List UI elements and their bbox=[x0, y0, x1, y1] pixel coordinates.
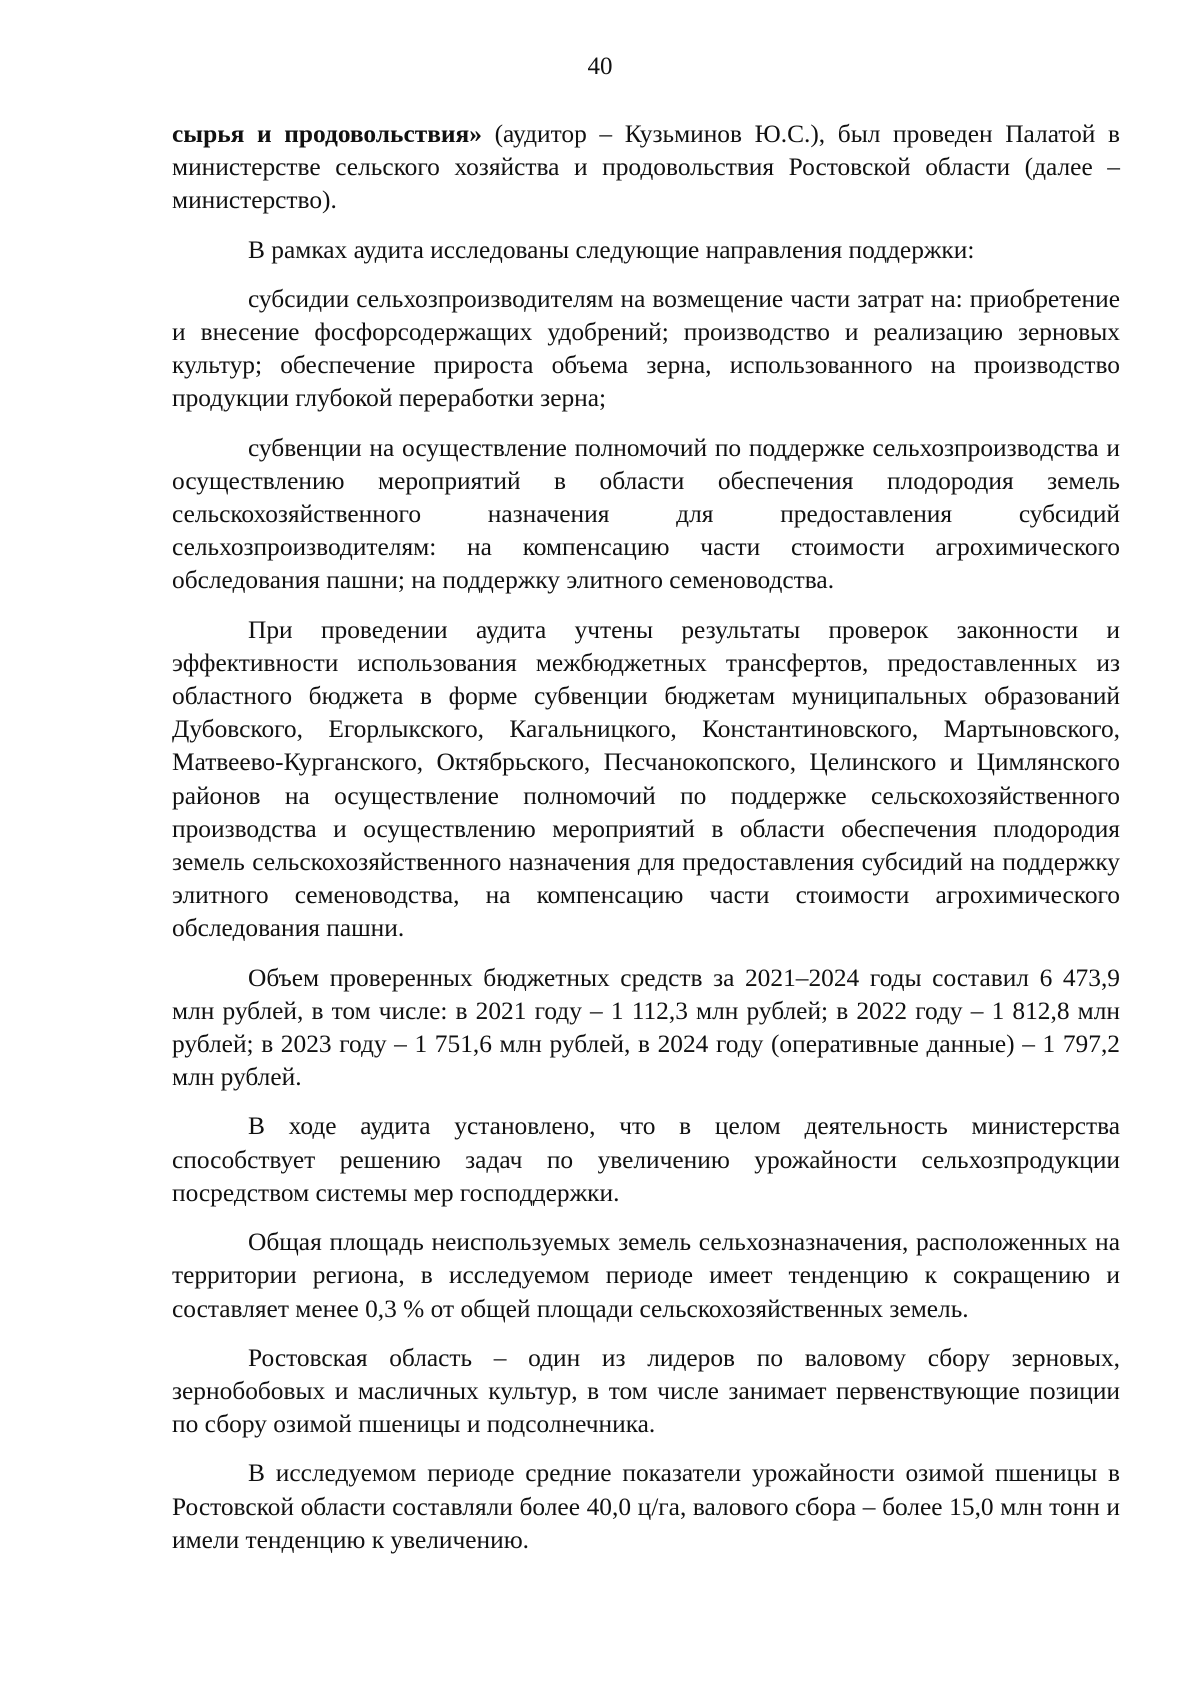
paragraph-1-text: (аудитор – Кузьминов Ю.С.), был проведен Палатой в министерстве сельского хозяйства и продовольствия Ростовской области (далее – министерство). bbox=[172, 120, 1120, 215]
paragraph-1-bold-lead: сырья и продовольствия» bbox=[172, 120, 482, 148]
paragraph-4: субвенции на осуществление полномочий по поддержке сельхозпроизводства и осуществлению мероприятий в области обеспечения плодородия земель сельскохозяйственного назначения для предоставления субсидий сельхозпроизводителям: на компенсацию части стоимости агрохимического обследования пашни; на поддержку элитного семеноводства. bbox=[172, 433, 1120, 595]
paragraph-6: Объем проверенных бюджетных средств за 2021–2024 годы составил 6 473,9 млн рублей, в том числе: в 2021 году – 1 112,3 млн рублей; в 2022 году – 1 812,8 млн рублей; в 2023 году – 1 751,6 млн рублей, в 2024 году (оперативные данные) – 1 797,2 млн рублей. bbox=[172, 963, 1120, 1092]
paragraph-7: В ходе аудита установлено, что в целом деятельность министерства способствует решению задач по увеличению урожайности сельхозпродукции посредством системы мер господдержки. bbox=[172, 1112, 1120, 1207]
paragraph-2: В рамках аудита исследованы следующие направления поддержки: bbox=[248, 235, 975, 264]
paragraph-9: Ростовская область – один из лидеров по валовому сбору зерновых, зернобобовых и масличных культур, в том числе занимает первенствующие позиции по сбору озимой пшеницы и подсолнечника. bbox=[172, 1343, 1120, 1439]
paragraph-1 bbox=[172, 118, 1120, 218]
paragraph-8: Общая площадь неиспользуемых земель сельхозназначения, расположенных на территории региона, в исследуемом периоде имеет тенденцию к сокращению и составляет менее 0,3 % от общей площади сельскохозяйственных земель. bbox=[172, 1228, 1120, 1323]
paragraph-5: При проведении аудита учтены результаты проверок законности и эффективности использования межбюджетных трансфертов, предоставленных из областного бюджета в форме субвенции бюджетам муниципальных образований Дубовского, Егорлыкского, Кагальницкого, Константиновского, Мартыновского, Матвеево-Курганского, Октябрьского, Песчанокопского, Целинского и Цимлянского районов на осуществление полномочий по поддержке сельскохозяйственного производства и осуществлению мероприятий в области обеспечения плодородия земель сельскохозяйственного назначения для предоставления субсидий на поддержку элитного семеноводства, на компенсацию части стоимости агрохимического обследования пашни. bbox=[172, 615, 1120, 943]
page-number: 40 bbox=[587, 53, 613, 80]
paragraph-3: субсидии сельхозпроизводителям на возмещение части затрат на: приобретение и внесение фосфорсодержащих удобрений; производство и реализацию зерновых культур; обеспечение прироста объема зерна, использованного на производство продукции глубокой переработки зерна; bbox=[172, 284, 1120, 413]
paragraph-10: В исследуемом периоде средние показатели урожайности озимой пшеницы в Ростовской области составляли более 40,0 ц/га, валового сбора – более 15,0 млн тонн и имели тенденцию к увеличению. bbox=[172, 1459, 1120, 1554]
document-body bbox=[172, 118, 1120, 1573]
